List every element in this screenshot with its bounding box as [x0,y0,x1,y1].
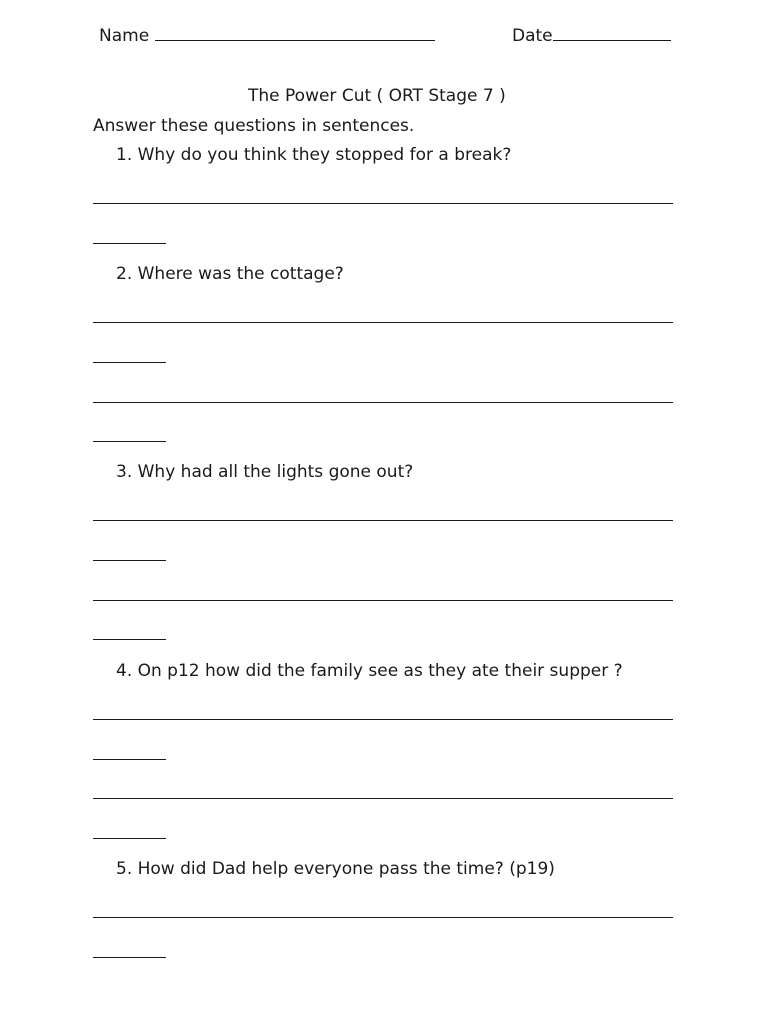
answer-line-continuation[interactable] [93,838,166,839]
date-field[interactable] [512,26,671,46]
answer-line[interactable] [93,203,673,204]
worksheet-title: The Power Cut ( ORT Stage 7 ) [248,86,506,106]
name-label: Name [99,26,150,46]
answer-line-continuation[interactable] [93,957,166,958]
answer-line-continuation[interactable] [93,759,166,760]
question-1: 1. Why do you think they stopped for a break? [116,145,512,165]
answer-line-continuation[interactable] [93,560,166,561]
answer-line-continuation[interactable] [93,441,166,442]
answer-line[interactable] [93,798,673,799]
name-blank[interactable] [155,26,435,41]
answer-line[interactable] [93,520,673,521]
question-4: 4. On p12 how did the family see as they ate their supper ? [116,661,623,681]
answer-line[interactable] [93,719,673,720]
instructions: Answer these questions in sentences. [93,116,415,136]
answer-line-continuation[interactable] [93,639,166,640]
answer-line-continuation[interactable] [93,362,166,363]
question-5: 5. How did Dad help everyone pass the time? (p19) [116,859,555,879]
date-blank[interactable] [553,26,671,41]
answer-line-continuation[interactable] [93,243,166,244]
answer-line[interactable] [93,402,673,403]
question-3: 3. Why had all the lights gone out? [116,462,414,482]
date-label: Date [512,26,553,46]
answer-line[interactable] [93,917,673,918]
answer-line[interactable] [93,600,673,601]
name-field[interactable] [99,26,435,46]
question-2: 2. Where was the cottage? [116,264,344,284]
answer-line[interactable] [93,322,673,323]
